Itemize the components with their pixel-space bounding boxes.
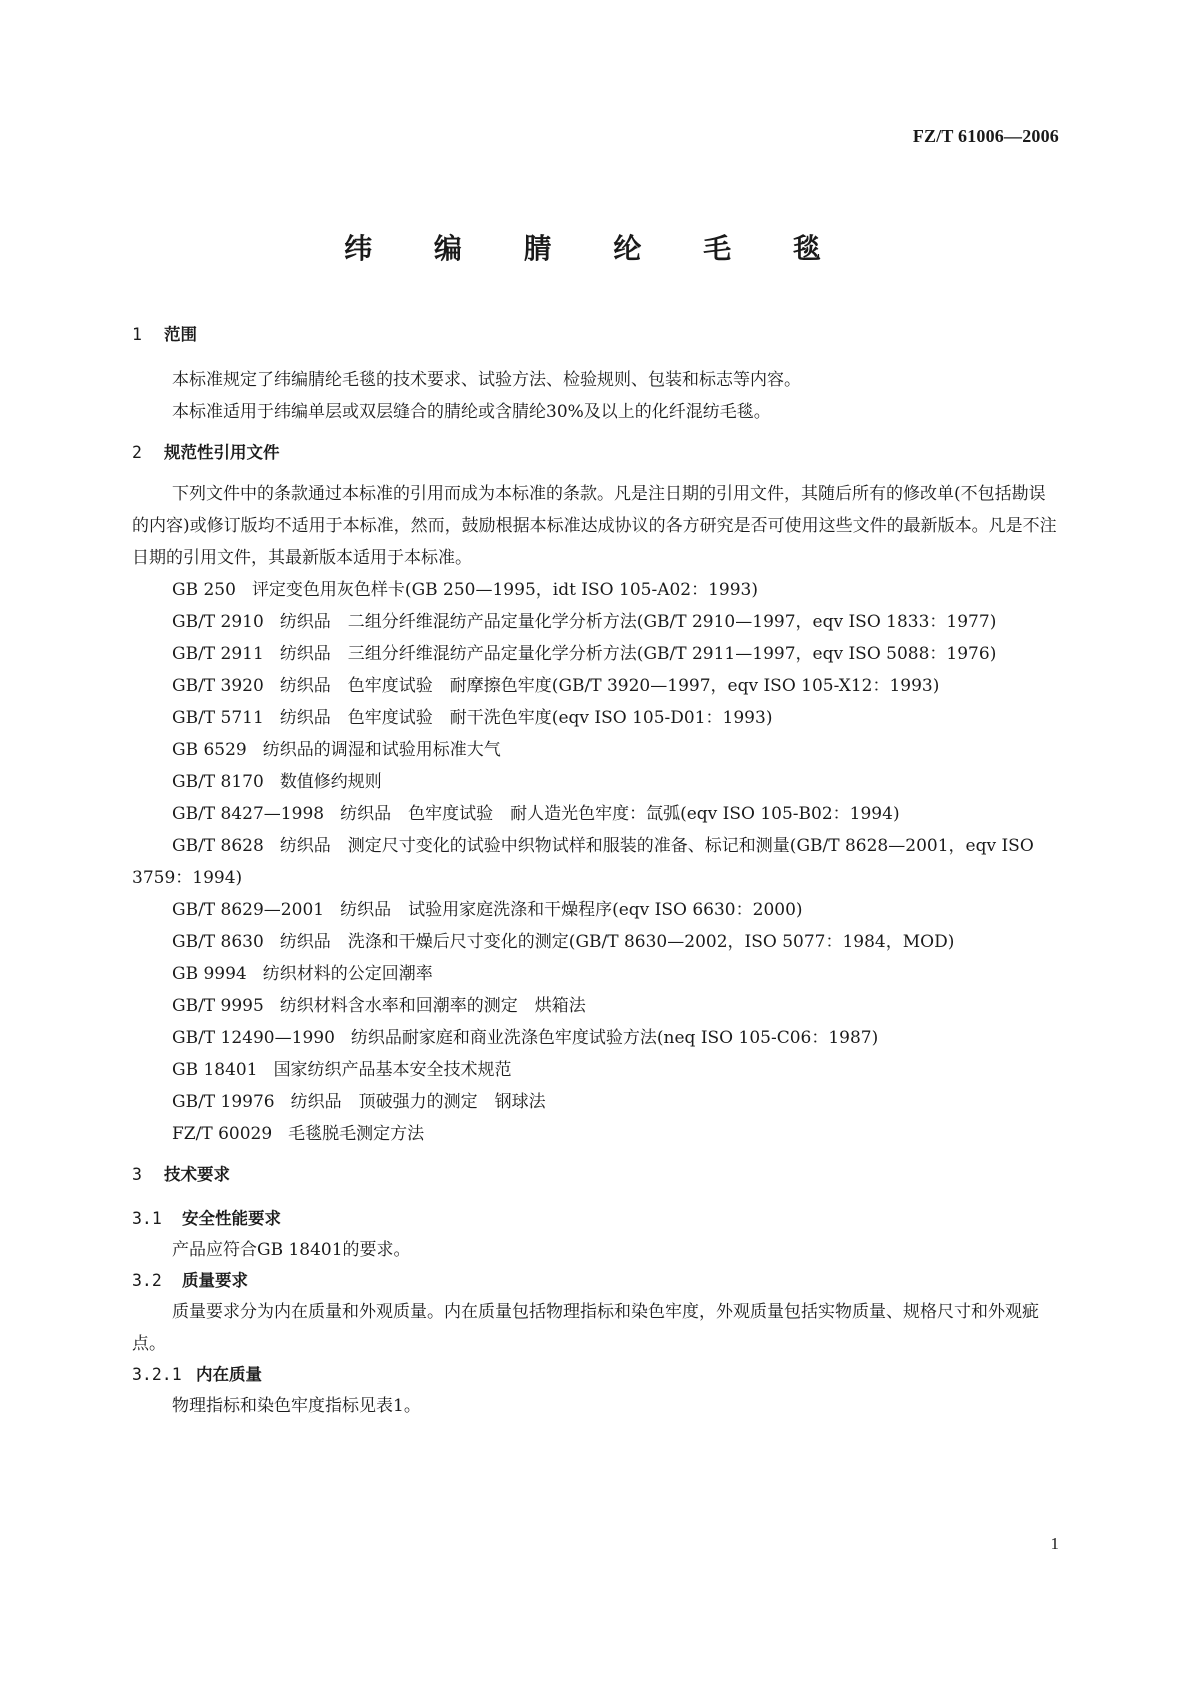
- reference-title: 国家纺织产品基本安全技术规范: [273, 1060, 512, 1080]
- reference-title: 纺织品 顶破强力的测定 钢球法: [290, 1092, 546, 1112]
- reference-item: [132, 830, 1060, 894]
- reference-code: GB/T 5711: [172, 708, 264, 728]
- reference-code: GB 250: [172, 580, 236, 600]
- reference-list: [132, 574, 1060, 1150]
- reference-code: GB/T 12490—1990: [172, 1028, 335, 1048]
- reference-code: GB/T 9995: [172, 996, 264, 1016]
- reference-item: [132, 926, 1060, 958]
- standard-code: FZ/T 61006—2006: [912, 126, 1059, 146]
- section-3-1-heading: [132, 1204, 1060, 1234]
- reference-title: 纺织品的调湿和试验用标准大气: [262, 740, 501, 760]
- reference-title: 纺织品 色牢度试验 耐人造光色牢度：氙弧(eqv ISO 105-B02：1994): [340, 804, 900, 824]
- reference-code: GB/T 8170: [172, 772, 264, 792]
- reference-code: GB/T 8630: [172, 932, 264, 952]
- reference-code: FZ/T 60029: [172, 1124, 273, 1144]
- page-number: 1: [1050, 1534, 1059, 1553]
- section-number: 3.1: [132, 1209, 162, 1228]
- intrinsic-quality-paragraph: 物理指标和染色牢度指标见表1。: [172, 1396, 421, 1416]
- section-number: 3: [132, 1165, 142, 1184]
- reference-item: [132, 1022, 1060, 1054]
- reference-item: [132, 1086, 1060, 1118]
- reference-title: 纺织品 测定尺寸变化的试验中织物试样和服装的准备、标记和测量(GB/T 8628—2001，eqv ISO 3759：1994): [132, 836, 1034, 888]
- document-body: [132, 320, 1060, 1422]
- reference-title: 纺织材料的公定回潮率: [262, 964, 433, 984]
- reference-item: [132, 1054, 1060, 1086]
- reference-title: 纺织品 色牢度试验 耐干洗色牢度(eqv ISO 105-D01：1993): [279, 708, 773, 728]
- section-title: 范围: [164, 325, 197, 344]
- reference-code: GB/T 8628: [172, 836, 264, 856]
- document-title: 纬 编 腈 纶 毛 毯: [344, 232, 847, 265]
- section-2-heading: [132, 438, 1060, 468]
- section-title: 内在质量: [196, 1365, 262, 1384]
- reference-item: [132, 638, 1060, 670]
- reference-title: 纺织品耐家庭和商业洗涤色牢度试验方法(neq ISO 105-C06：1987): [350, 1028, 879, 1048]
- reference-code: GB/T 8427—1998: [172, 804, 325, 824]
- section-number: 1: [132, 325, 142, 344]
- reference-item: [132, 958, 1060, 990]
- reference-code: GB 6529: [172, 740, 247, 760]
- reference-code: GB/T 8629—2001: [172, 900, 325, 920]
- reference-item: [132, 990, 1060, 1022]
- reference-code: GB/T 2910: [172, 612, 264, 632]
- reference-title: 纺织品 色牢度试验 耐摩擦色牢度(GB/T 3920—1997，eqv ISO 105-X12：1993): [279, 676, 940, 696]
- section-1-heading: [132, 320, 1060, 350]
- quality-paragraph: 质量要求分为内在质量和外观质量。内在质量包括物理指标和染色牢度，外观质量包括实物质量、规格尺寸和外观疵点。: [132, 1302, 1039, 1354]
- reference-code: GB/T 2911: [172, 644, 264, 664]
- section-title: 安全性能要求: [182, 1209, 281, 1228]
- scope-paragraph-2: 本标准适用于纬编单层或双层缝合的腈纶或含腈纶30%及以上的化纤混纺毛毯。: [172, 402, 771, 422]
- reference-title: 毛毯脱毛测定方法: [288, 1124, 425, 1144]
- reference-item: [132, 766, 1060, 798]
- reference-item: [132, 574, 1060, 606]
- reference-code: GB 18401: [172, 1060, 258, 1080]
- section-3-2-1-heading: [132, 1360, 1060, 1390]
- reference-title: 纺织品 试验用家庭洗涤和干燥程序(eqv ISO 6630：2000): [340, 900, 803, 920]
- section-title: 质量要求: [182, 1271, 248, 1290]
- section-number: 3.2.1: [132, 1365, 182, 1384]
- section-3-2-heading: [132, 1266, 1060, 1296]
- reference-title: 评定变色用灰色样卡(GB 250—1995，idt ISO 105-A02：1993): [251, 580, 759, 600]
- section-number: 3.2: [132, 1271, 162, 1290]
- reference-item: [132, 1118, 1060, 1150]
- reference-item: [132, 670, 1060, 702]
- reference-code: GB/T 3920: [172, 676, 264, 696]
- reference-title: 纺织品 二组分纤维混纺产品定量化学分析方法(GB/T 2910—1997，eqv ISO 1833：1977): [279, 612, 997, 632]
- reference-title: 纺织品 洗涤和干燥后尺寸变化的测定(GB/T 8630—2002，ISO 5077：1984，MOD): [279, 932, 955, 952]
- reference-code: GB/T 19976: [172, 1092, 275, 1112]
- section-title: 规范性引用文件: [164, 443, 280, 462]
- reference-item: [132, 606, 1060, 638]
- section-title: 技术要求: [164, 1165, 230, 1184]
- scope-paragraph-1: 本标准规定了纬编腈纶毛毯的技术要求、试验方法、检验规则、包装和标志等内容。: [172, 370, 801, 390]
- section-number: 2: [132, 443, 142, 462]
- safety-paragraph: 产品应符合GB 18401的要求。: [172, 1240, 411, 1260]
- section-3-heading: [132, 1160, 1060, 1190]
- reference-item: [132, 798, 1060, 830]
- references-intro-paragraph: 下列文件中的条款通过本标准的引用而成为本标准的条款。凡是注日期的引用文件，其随后所有的修改单(不包括勘误的内容)或修订版均不适用于本标准，然而，鼓励根据本标准达成协议的各方研究是否可使用这些文件的最新版本。凡是不注日期的引用文件，其最新版本适用于本标准。: [132, 484, 1057, 568]
- reference-title: 纺织品 三组分纤维混纺产品定量化学分析方法(GB/T 2911—1997，eqv ISO 5088：1976): [279, 644, 997, 664]
- reference-code: GB 9994: [172, 964, 247, 984]
- reference-title: 数值修约规则: [279, 772, 382, 792]
- reference-item: [132, 894, 1060, 926]
- reference-title: 纺织材料含水率和回潮率的测定 烘箱法: [279, 996, 586, 1016]
- reference-item: [132, 734, 1060, 766]
- reference-item: [132, 702, 1060, 734]
